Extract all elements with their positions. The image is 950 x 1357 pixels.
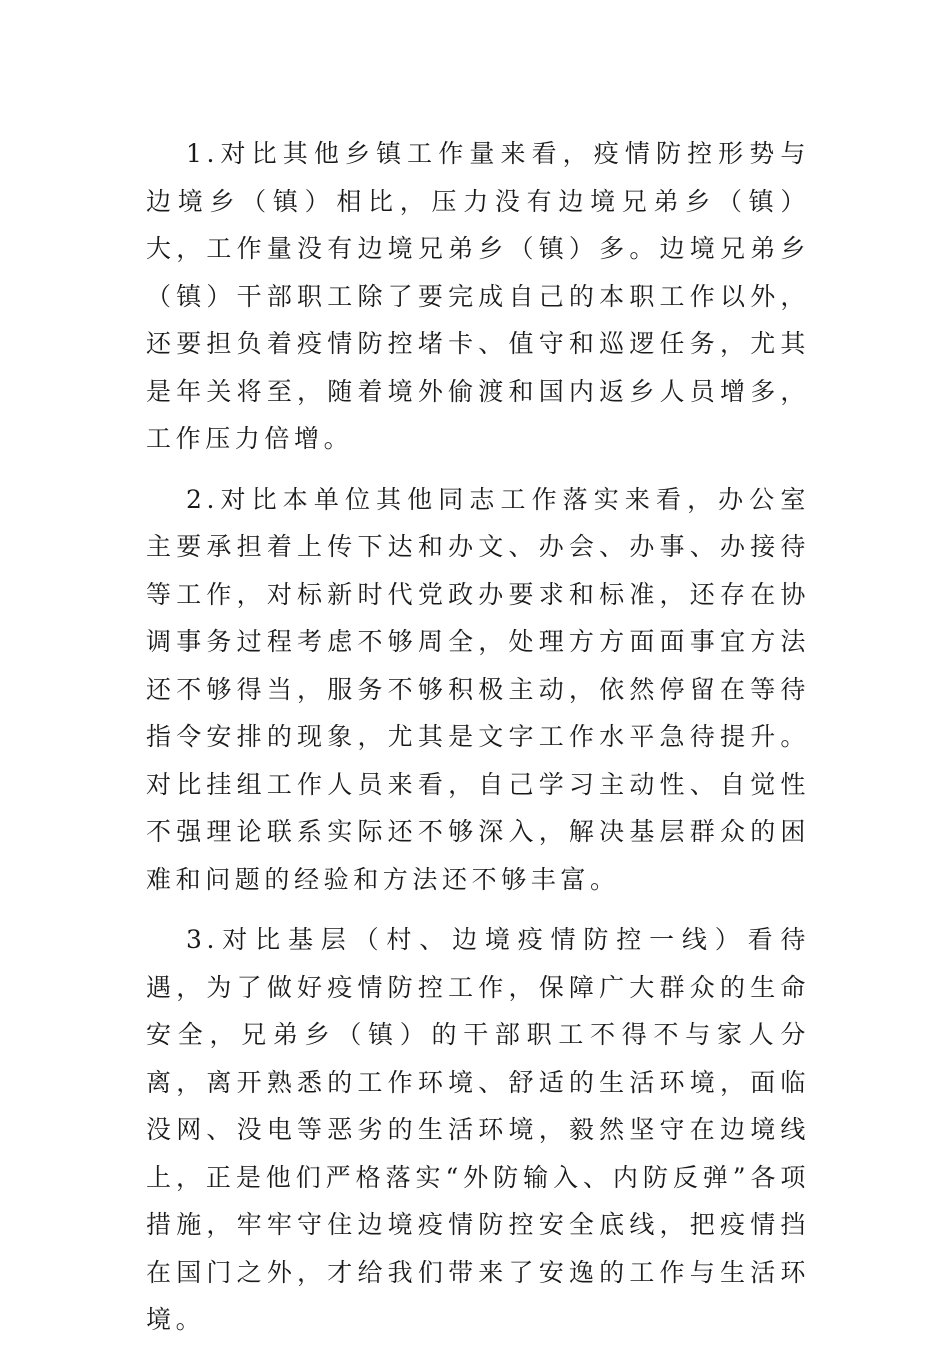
paragraph-3: 3.对比基层（村、边境疫情防控一线）看待遇，为了做好疫情防控工作，保障广大群众的生命安全，兄弟乡（镇）的干部职工不得不与家人分离，离开熟悉的工作环境、舒适的生活环境，面临没网、没电等恶劣的生活环境，毅然坚守在边境线上，正是他们严格落实“外防输入、内防反弹”各项措施，牢牢守住边境疫情防控安全底线，把疫情挡在国门之外，才给我们带来了安逸的工作与生活环境。 — [146, 925, 810, 1334]
paragraph-2: 2.对比本单位其他同志工作落实来看，办公室主要承担着上传下达和办文、办会、办事、办接待等工作，对标新时代党政办要求和标准，还存在协调事务过程考虑不够周全，处理方方面面事宜方法还不够得当，服务不够积极主动，依然停留在等待指令安排的现象，尤其是文字工作水平急待提升。对比挂组工作人员来看，自己学习主动性、自觉性不强理论联系实际还不够深入，解决基层群众的困难和问题的经验和方法还不够丰富。 — [146, 484, 810, 894]
paragraph-1: 1.对比其他乡镇工作量来看，疫情防控形势与边境乡（镇）相比，压力没有边境兄弟乡（镇）大，工作量没有边境兄弟乡（镇）多。边境兄弟乡（镇）干部职工除了要完成自己的本职工作以外，还要担负着疫情防控堵卡、值守和巡逻任务，尤其是年关将至，随着境外偷渡和国内返乡人员增多，工作压力倍增。 — [146, 139, 810, 453]
document-body — [146, 130, 810, 1357]
